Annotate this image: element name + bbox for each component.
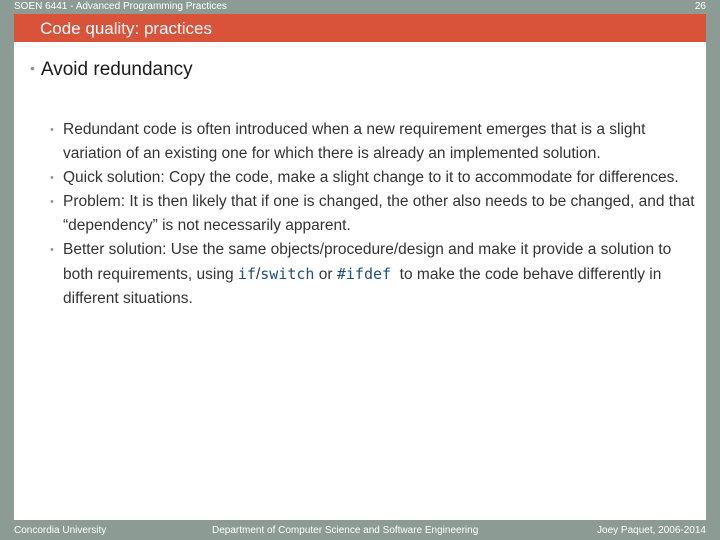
slide-header [0,0,720,14]
bullet-icon: • [50,196,54,208]
main-bullet [30,56,193,82]
bullet-icon: • [50,124,54,136]
sub-bullet-text-start: Better solution: Use the same objects/procedure/design and make it provide a solution to both requirements, using [63,241,672,283]
footer-author: Joey Paquet, 2006-2014 [597,525,706,536]
sub-bullet-item [50,118,696,166]
sub-bullet-text: Redundant code is often introduced when a new requirement emerges that is a slight variation of an existing one for which there is already an implemented solution. [63,121,646,162]
sub-bullet-list [50,118,696,311]
slide-footer [0,522,720,540]
sub-bullet-item [50,190,696,238]
page-number: 26 [694,1,706,12]
footer-university: Concordia University [14,525,107,536]
main-bullet-text: Avoid redundancy [40,59,193,80]
sub-bullet-item [50,238,696,311]
bullet-icon: • [30,60,35,76]
slash-separator: / [255,266,261,283]
code-if: if [237,265,256,283]
code-switch: switch [260,265,315,283]
bullet-icon: • [50,244,54,256]
footer-department: Department of Computer Science and Software Engineering [212,525,479,536]
slide-title: Code quality: practices [40,19,212,38]
sub-bullet-text-end: to make the code behave differently in different situations. [63,266,666,307]
sub-bullet-text: Quick solution: Copy the code, make a slight change to it to accommodate for differences. [63,169,679,186]
bullet-icon: • [50,172,54,184]
sub-bullet-item [50,166,696,190]
course-title: SOEN 6441 - Advanced Programming Practices [14,1,227,12]
or-text: or [314,266,337,283]
slide-title-bar [14,14,706,42]
slide-content [14,42,706,520]
code-ifdef: #ifdef [336,265,392,283]
sub-bullet-text: Problem: It is then likely that if one is changed, the other also needs to be changed, and that “dependency” is not necessarily apparent. [63,193,695,234]
